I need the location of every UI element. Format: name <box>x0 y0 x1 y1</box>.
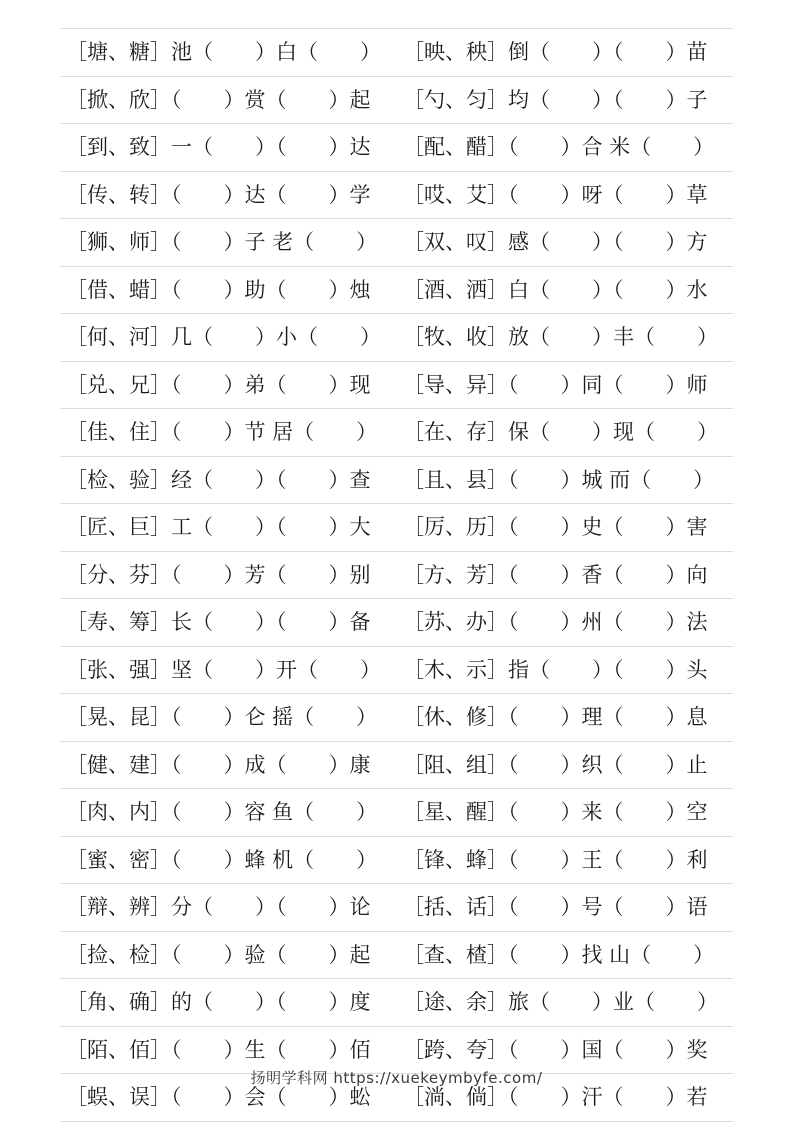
right-exercise: ［木、示］指（ ）（ ）头 <box>403 657 708 682</box>
left-exercise: ［捡、检］（ ）验（ ）起 <box>66 942 371 967</box>
exercise-row <box>60 694 733 742</box>
left-exercise: ［蜜、密］（ ）蜂 机（ ） <box>66 847 378 872</box>
exercise-row <box>60 552 733 600</box>
exercise-row <box>60 124 733 172</box>
right-exercise: ［哎、艾］（ ）呀（ ）草 <box>403 182 708 207</box>
left-exercise: ［何、河］几（ ）小（ ） <box>66 325 381 349</box>
left-exercise: ［传、转］（ ）达（ ）学 <box>66 182 371 207</box>
exercise-row <box>60 314 733 362</box>
right-exercise: ［星、醒］（ ）来（ ）空 <box>403 800 708 824</box>
left-exercise: ［分、芬］（ ）芳（ ）别 <box>66 562 371 587</box>
right-exercise: ［配、醋］（ ）合 米（ ） <box>403 135 715 159</box>
right-exercise: ［导、异］（ ）同（ ）师 <box>403 372 708 397</box>
left-exercise: ［寿、筹］长（ ）（ ）备 <box>66 610 371 634</box>
left-exercise: ［到、致］一（ ）（ ）达 <box>66 135 371 159</box>
exercise-row <box>60 29 733 77</box>
left-exercise: ［蜈、误］（ ）会（ ）蚣 <box>66 1085 371 1109</box>
right-exercise: ［阻、组］（ ）织（ ）止 <box>403 752 708 777</box>
left-exercise: ［陌、佰］（ ）生（ ）佰 <box>66 1037 371 1062</box>
left-exercise: ［肉、内］（ ）容 鱼（ ） <box>66 800 378 824</box>
exercise-row <box>60 219 733 267</box>
exercise-row <box>60 932 733 980</box>
right-exercise: ［途、余］旅（ ）业（ ） <box>403 990 718 1014</box>
left-exercise: ［佳、住］（ ）节 居（ ） <box>66 420 378 444</box>
right-exercise: ［映、秧］倒（ ）（ ）苗 <box>403 40 708 64</box>
exercise-row <box>60 599 733 647</box>
right-exercise: ［苏、办］（ ）州（ ）法 <box>403 610 708 634</box>
exercise-rows <box>60 29 733 1122</box>
right-exercise: ［锋、蜂］（ ）王（ ）利 <box>403 847 708 872</box>
right-exercise: ［勺、匀］均（ ）（ ）子 <box>403 87 708 112</box>
exercise-row <box>60 742 733 790</box>
left-exercise: ［晃、昆］（ ）仑 摇（ ） <box>66 705 378 729</box>
right-exercise: ［查、楂］（ ）找 山（ ） <box>403 942 715 967</box>
left-exercise: ［匠、巨］工（ ）（ ）大 <box>66 515 371 539</box>
exercise-row <box>60 884 733 932</box>
exercise-row <box>60 504 733 552</box>
right-exercise: ［淌、倘］（ ）汗（ ）若 <box>403 1085 708 1109</box>
left-exercise: ［检、验］经（ ）（ ）查 <box>66 467 371 492</box>
exercise-row <box>60 789 733 837</box>
exercise-row <box>60 837 733 885</box>
left-exercise: ［角、确］的（ ）（ ）度 <box>66 990 371 1014</box>
right-exercise: ［方、芳］（ ）香（ ）向 <box>403 562 708 587</box>
worksheet <box>60 28 733 1122</box>
exercise-row <box>60 77 733 125</box>
left-exercise: ［掀、欣］（ ）赏（ ）起 <box>66 87 371 112</box>
exercise-row <box>60 457 733 505</box>
exercise-row <box>60 172 733 220</box>
left-exercise: ［张、强］坚（ ）开（ ） <box>66 657 381 682</box>
exercise-row <box>60 1027 733 1075</box>
exercise-row <box>60 362 733 410</box>
exercise-row <box>60 267 733 315</box>
left-exercise: ［健、建］（ ）成（ ）康 <box>66 752 371 777</box>
left-exercise: ［塘、糖］池（ ）白（ ） <box>66 40 381 64</box>
left-exercise: ［狮、师］（ ）子 老（ ） <box>66 230 378 254</box>
right-exercise: ［酒、洒］白（ ）（ ）水 <box>403 277 708 302</box>
right-exercise: ［厉、历］（ ）史（ ）害 <box>403 515 708 539</box>
exercise-row <box>60 979 733 1027</box>
right-exercise: ［跨、夸］（ ）国（ ）奖 <box>403 1037 708 1062</box>
left-exercise: ［兑、兄］（ ）弟（ ）现 <box>66 372 371 397</box>
right-exercise: ［括、话］（ ）号（ ）语 <box>403 895 708 919</box>
right-exercise: ［且、县］（ ）城 而（ ） <box>403 467 715 492</box>
right-exercise: ［休、修］（ ）理（ ）息 <box>403 705 708 729</box>
left-exercise: ［辩、辨］分（ ）（ ）论 <box>66 895 371 919</box>
exercise-row <box>60 647 733 695</box>
watermark: 扬明学科网 https://xuekeymbyfe.com/ <box>250 1069 543 1087</box>
right-exercise: ［双、叹］感（ ）（ ）方 <box>403 230 708 254</box>
right-exercise: ［牧、收］放（ ）丰（ ） <box>403 325 718 349</box>
right-exercise: ［在、存］保（ ）现（ ） <box>403 420 718 444</box>
exercise-row <box>60 409 733 457</box>
left-exercise: ［借、蜡］（ ）助（ ）烛 <box>66 277 371 302</box>
